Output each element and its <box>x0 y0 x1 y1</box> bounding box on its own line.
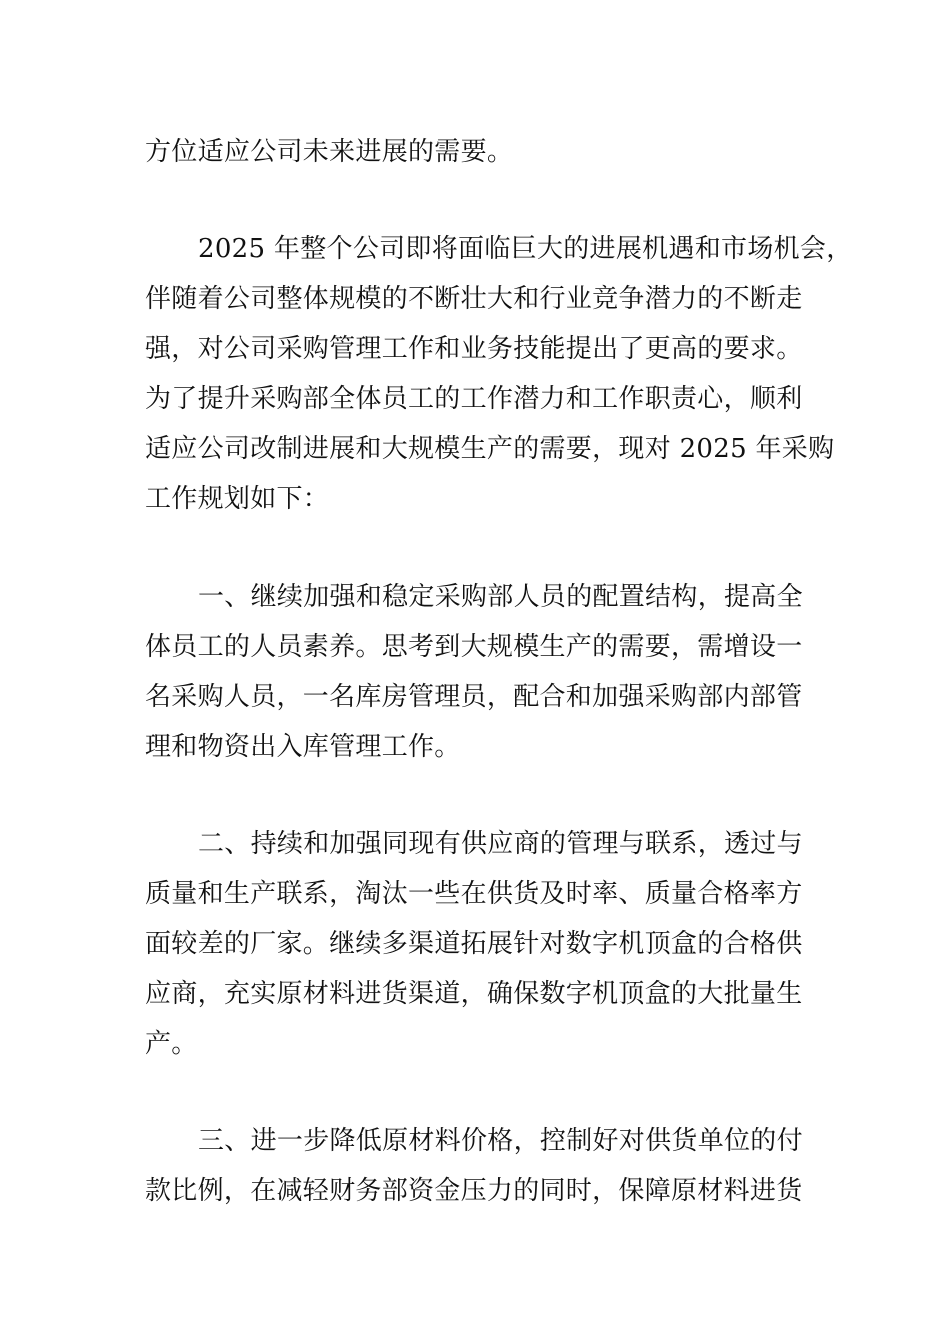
paragraph-first-line: 一、继续加强和稳定采购部人员的配置结构，提高全 <box>198 582 803 612</box>
text-line: 强，对公司采购管理工作和业务技能提出了更高的要求。 <box>145 334 803 364</box>
text-line: 质量和生产联系，淘汰一些在供货及时率、质量合格率方 <box>145 879 803 909</box>
text-line: 伴随着公司整体规模的不断壮大和行业竞争潜力的不断走 <box>145 284 803 314</box>
paragraph-first-line: 三、进一步降低原材料价格，控制好对供货单位的付 <box>198 1126 803 1156</box>
text-line: 面较差的厂家。继续多渠道拓展针对数字机顶盒的合格供 <box>145 929 803 959</box>
text-line: 为了提升采购部全体员工的工作潜力和工作职责心，顺利 <box>145 384 803 414</box>
text-line: 名采购人员，一名库房管理员，配合和加强采购部内部管 <box>145 682 803 712</box>
text-line: 理和物资出入库管理工作。 <box>145 732 461 762</box>
text-line: 适应公司改制进展和大规模生产的需要，现对 2025 年采购 <box>145 434 835 464</box>
text-line: 款比例，在减轻财务部资金压力的同时，保障原材料进货 <box>145 1176 803 1206</box>
text-line: 体员工的人员素养。思考到大规模生产的需要，需增设一 <box>145 632 803 662</box>
text-line: 方位适应公司未来进展的需要。 <box>145 137 514 167</box>
paragraph-first-line: 2025 年整个公司即将面临巨大的进展机遇和市场机会， <box>198 234 853 264</box>
paragraph-first-line: 二、持续和加强同现有供应商的管理与联系，透过与 <box>198 829 803 859</box>
text-line: 工作规划如下： <box>145 484 330 514</box>
text-line: 应商，充实原材料进货渠道，确保数字机顶盒的大批量生 <box>145 979 803 1009</box>
text-line: 产。 <box>145 1029 198 1059</box>
